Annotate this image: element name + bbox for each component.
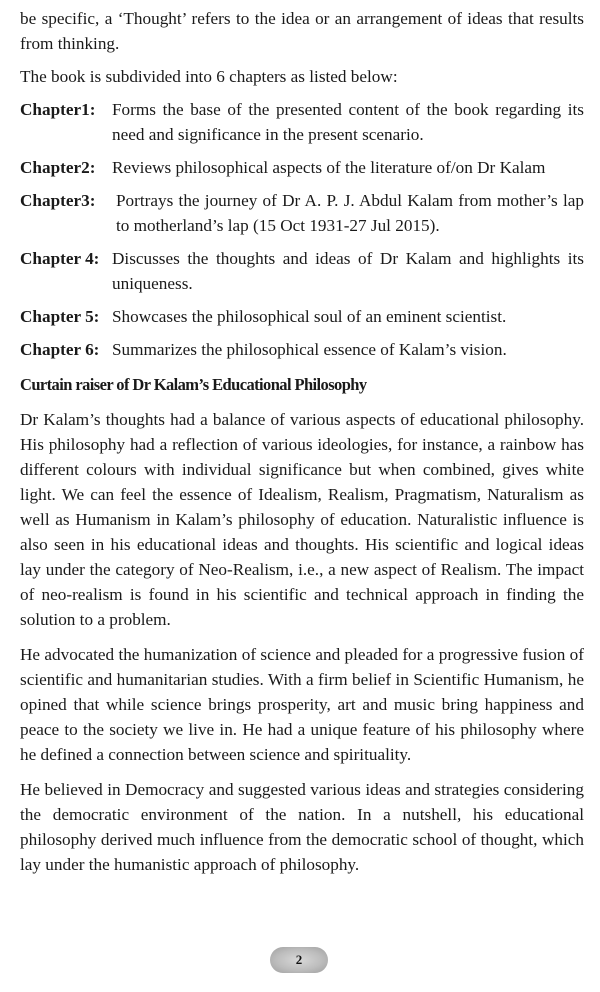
chapter-description: Portrays the journey of Dr A. P. J. Abdul Kalam from mother’s lap to motherland’s lap (15 Oct 1931-27 Jul 2015). — [116, 191, 584, 235]
chapter-item-6 — [20, 337, 584, 362]
chapter-label: Chapter 5: — [20, 307, 100, 326]
page-number: 2 — [295, 952, 303, 967]
chapter-item-4 — [20, 246, 584, 296]
page-content — [20, 6, 584, 877]
chapter-item-3 — [20, 188, 584, 238]
chapter-description: Forms the base of the presented content of the book regarding its need and significance in the present scenario. — [112, 100, 584, 144]
body-paragraph-3: He believed in Democracy and suggested various ideas and strategies considering the democratic environment of the nation. In a nutshell, his educational philosophy derived much influence from the democratic school of thought, which lay under the humanistic approach of philosophy. — [20, 780, 584, 874]
chapter-list-intro: The book is subdivided into 6 chapters as listed below: — [20, 67, 398, 86]
chapter-label: Chapter 4: — [20, 249, 100, 268]
chapter-description: Discusses the thoughts and ideas of Dr Kalam and highlights its uniqueness. — [112, 249, 584, 293]
body-paragraph-2: He advocated the humanization of science and pleaded for a progressive fusion of scientific and humanitarian studies. With a firm belief in Scientific Humanism, he opined that while science brings prosperity, art and music bring happiness and peace to the society we live in. He had a unique feature of his philosophy where he defined a connection between science and spirituality. — [20, 645, 584, 764]
chapter-description: Showcases the philosophical soul of an eminent scientist. — [112, 307, 507, 326]
chapter-label: Chapter2: — [20, 158, 96, 177]
chapter-description: Summarizes the philosophical essence of Kalam’s vision. — [112, 340, 507, 359]
body-paragraph-1: Dr Kalam’s thoughts had a balance of various aspects of educational philosophy. His philosophy had a reflection of various ideologies, for instance, a rainbow has different colours with individual significance but when combined, gives white light. We can feel the essence of Idealism, Realism, Pragmatism, Naturalism as well as Humanism in Kalam’s philosophy of education. Naturalistic influence is also seen in his educational ideas and thoughts. His scientific and logical ideas lay under the category of Neo-Realism, i.e., a new aspect of Realism. The impact of neo-realism is found in his scientific and technical approach in finding the solution to a problem. — [20, 410, 584, 629]
section-heading: Curtain raiser of Dr Kalam’s Educational Philosophy — [20, 375, 367, 394]
chapter-label: Chapter 6: — [20, 340, 100, 359]
chapter-label: Chapter1: — [20, 100, 96, 119]
chapter-item-2 — [20, 155, 584, 180]
chapter-item-1 — [20, 97, 584, 147]
chapter-item-5 — [20, 304, 584, 329]
chapter-description: Reviews philosophical aspects of the literature of/on Dr Kalam — [112, 158, 546, 177]
chapter-label: Chapter3: — [20, 191, 96, 210]
page-number-badge — [270, 947, 328, 973]
intro-paragraph: be specific, a ‘Thought’ refers to the idea or an arrangement of ideas that results from thinking. — [20, 9, 584, 53]
